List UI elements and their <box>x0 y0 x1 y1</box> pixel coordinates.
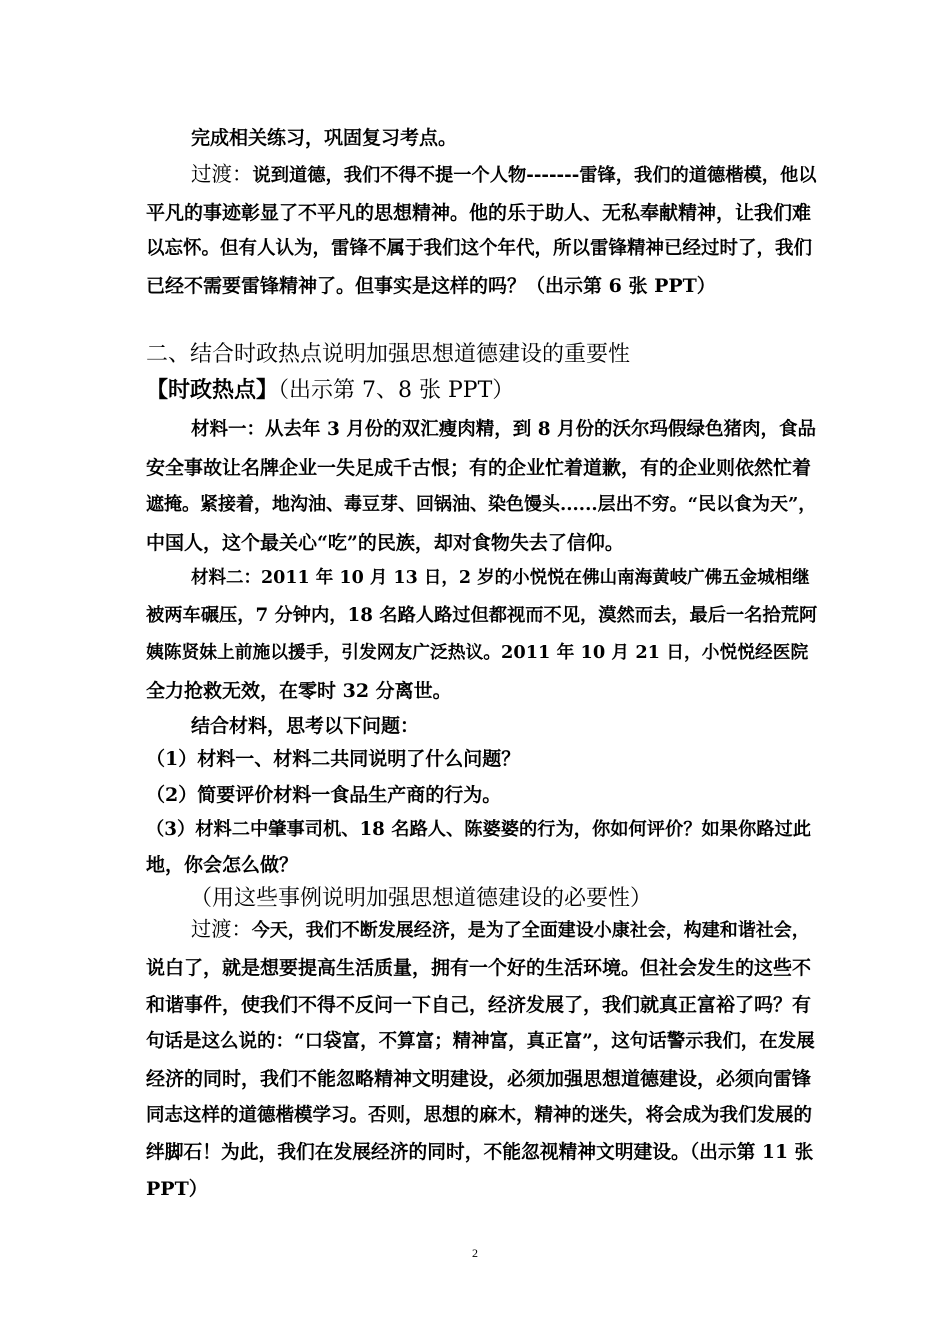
text-line: 说白了，就是想要提高生活质量，拥有一个好的生活环境。但社会发生的这些不 <box>146 957 812 979</box>
text-line: 已经不需要雷锋精神了。但事实是这样的吗？（出示第 6 张 PPT） <box>146 275 716 297</box>
text-line: 完成相关练习，巩固复习考点。 <box>191 127 458 149</box>
transition-label: 过渡： <box>191 917 252 941</box>
note-heading: （用这些事例说明加强思想道德建设的必要性） <box>190 886 653 911</box>
hot-topic-heading: 【时政热点】（出示第 7、8 张 PPT） <box>146 377 515 403</box>
transition-label: 过渡： <box>191 162 253 186</box>
text-line: 姨陈贤妹上前施以援手，引发网友广泛热议。2011 年 10 月 21 日，小悦悦经医院 <box>146 642 809 663</box>
text-line: 过渡：说到道德，我们不得不提一个人物-------雷锋，我们的道德楷模，他以 <box>191 162 817 186</box>
text-line: 材料二：2011 年 10 月 13 日，2 岁的小悦悦在佛山南海黄岐广佛五金城相继 <box>191 568 810 588</box>
text-line: 结合材料，思考以下问题： <box>191 715 420 737</box>
text-line: 全力抢救无效，在零时 32 分离世。 <box>146 680 452 702</box>
question-2: （2）简要评价材料一食品生产商的行为。 <box>146 784 502 806</box>
text-line: 安全事故让名牌企业一失足成千古恨；有的企业忙着道歉，有的企业则依然忙着 <box>146 457 812 479</box>
text-line: 句话是这么说的：“口袋富，不算富；精神富，真正富”，这句话警示我们，在发展 <box>146 1031 815 1052</box>
text-line: 以忘怀。但有人认为，雷锋不属于我们这个年代，所以雷锋精神已经过时了，我们 <box>146 238 813 259</box>
text-line: 和谐事件，使我们不得不反问一下自己，经济发展了，我们就真正富裕了吗？有 <box>146 994 812 1016</box>
text-line: 遮掩。紧接着，地沟油、毒豆芽、回锅油、染色馒头......层出不穷。“民以食为天”， <box>146 494 817 515</box>
text-line: 平凡的事迹彰显了不平凡的思想精神。他的乐于助人、无私奉献精神，让我们难 <box>146 202 812 224</box>
page-number: 2 <box>472 1246 478 1260</box>
text-line: 绊脚石！为此，我们在发展经济的同时，不能忽视精神文明建设。（出示第 11 张 <box>146 1141 814 1163</box>
question-3: （3）材料二中肇事司机、18 名路人、陈婆婆的行为，你如何评价？如果你路过此 <box>146 819 811 840</box>
section-heading: 二、结合时政热点说明加强思想道德建设的重要性 <box>146 342 631 367</box>
text-line: 材料一：从去年 3 月份的双汇瘦肉精，到 8 月份的沃尔玛假绿色猪肉，食品 <box>191 419 817 440</box>
text-line: 地，你会怎么做？ <box>146 854 299 876</box>
text-line: 被两车碾压，7 分钟内，18 名路人路过但都视而不见，漠然而去，最后一名拾荒阿 <box>146 605 818 626</box>
text-line: 过渡：今天，我们不断发展经济，是为了全面建设小康社会，构建和谐社会， <box>191 917 810 941</box>
text-line: 同志这样的道德楷模学习。否则，思想的麻木，精神的迷失，将会成为我们发展的 <box>146 1105 813 1126</box>
question-1: （1）材料一、材料二共同说明了什么问题？ <box>146 748 521 770</box>
text-line: PPT） <box>146 1178 208 1200</box>
text-line: 中国人，这个最关心“吃”的民族，却对食物失去了信仰。 <box>146 532 624 554</box>
text-line: 经济的同时，我们不能忽略精神文明建设，必须加强思想道德建设，必须向雷锋 <box>146 1068 812 1090</box>
